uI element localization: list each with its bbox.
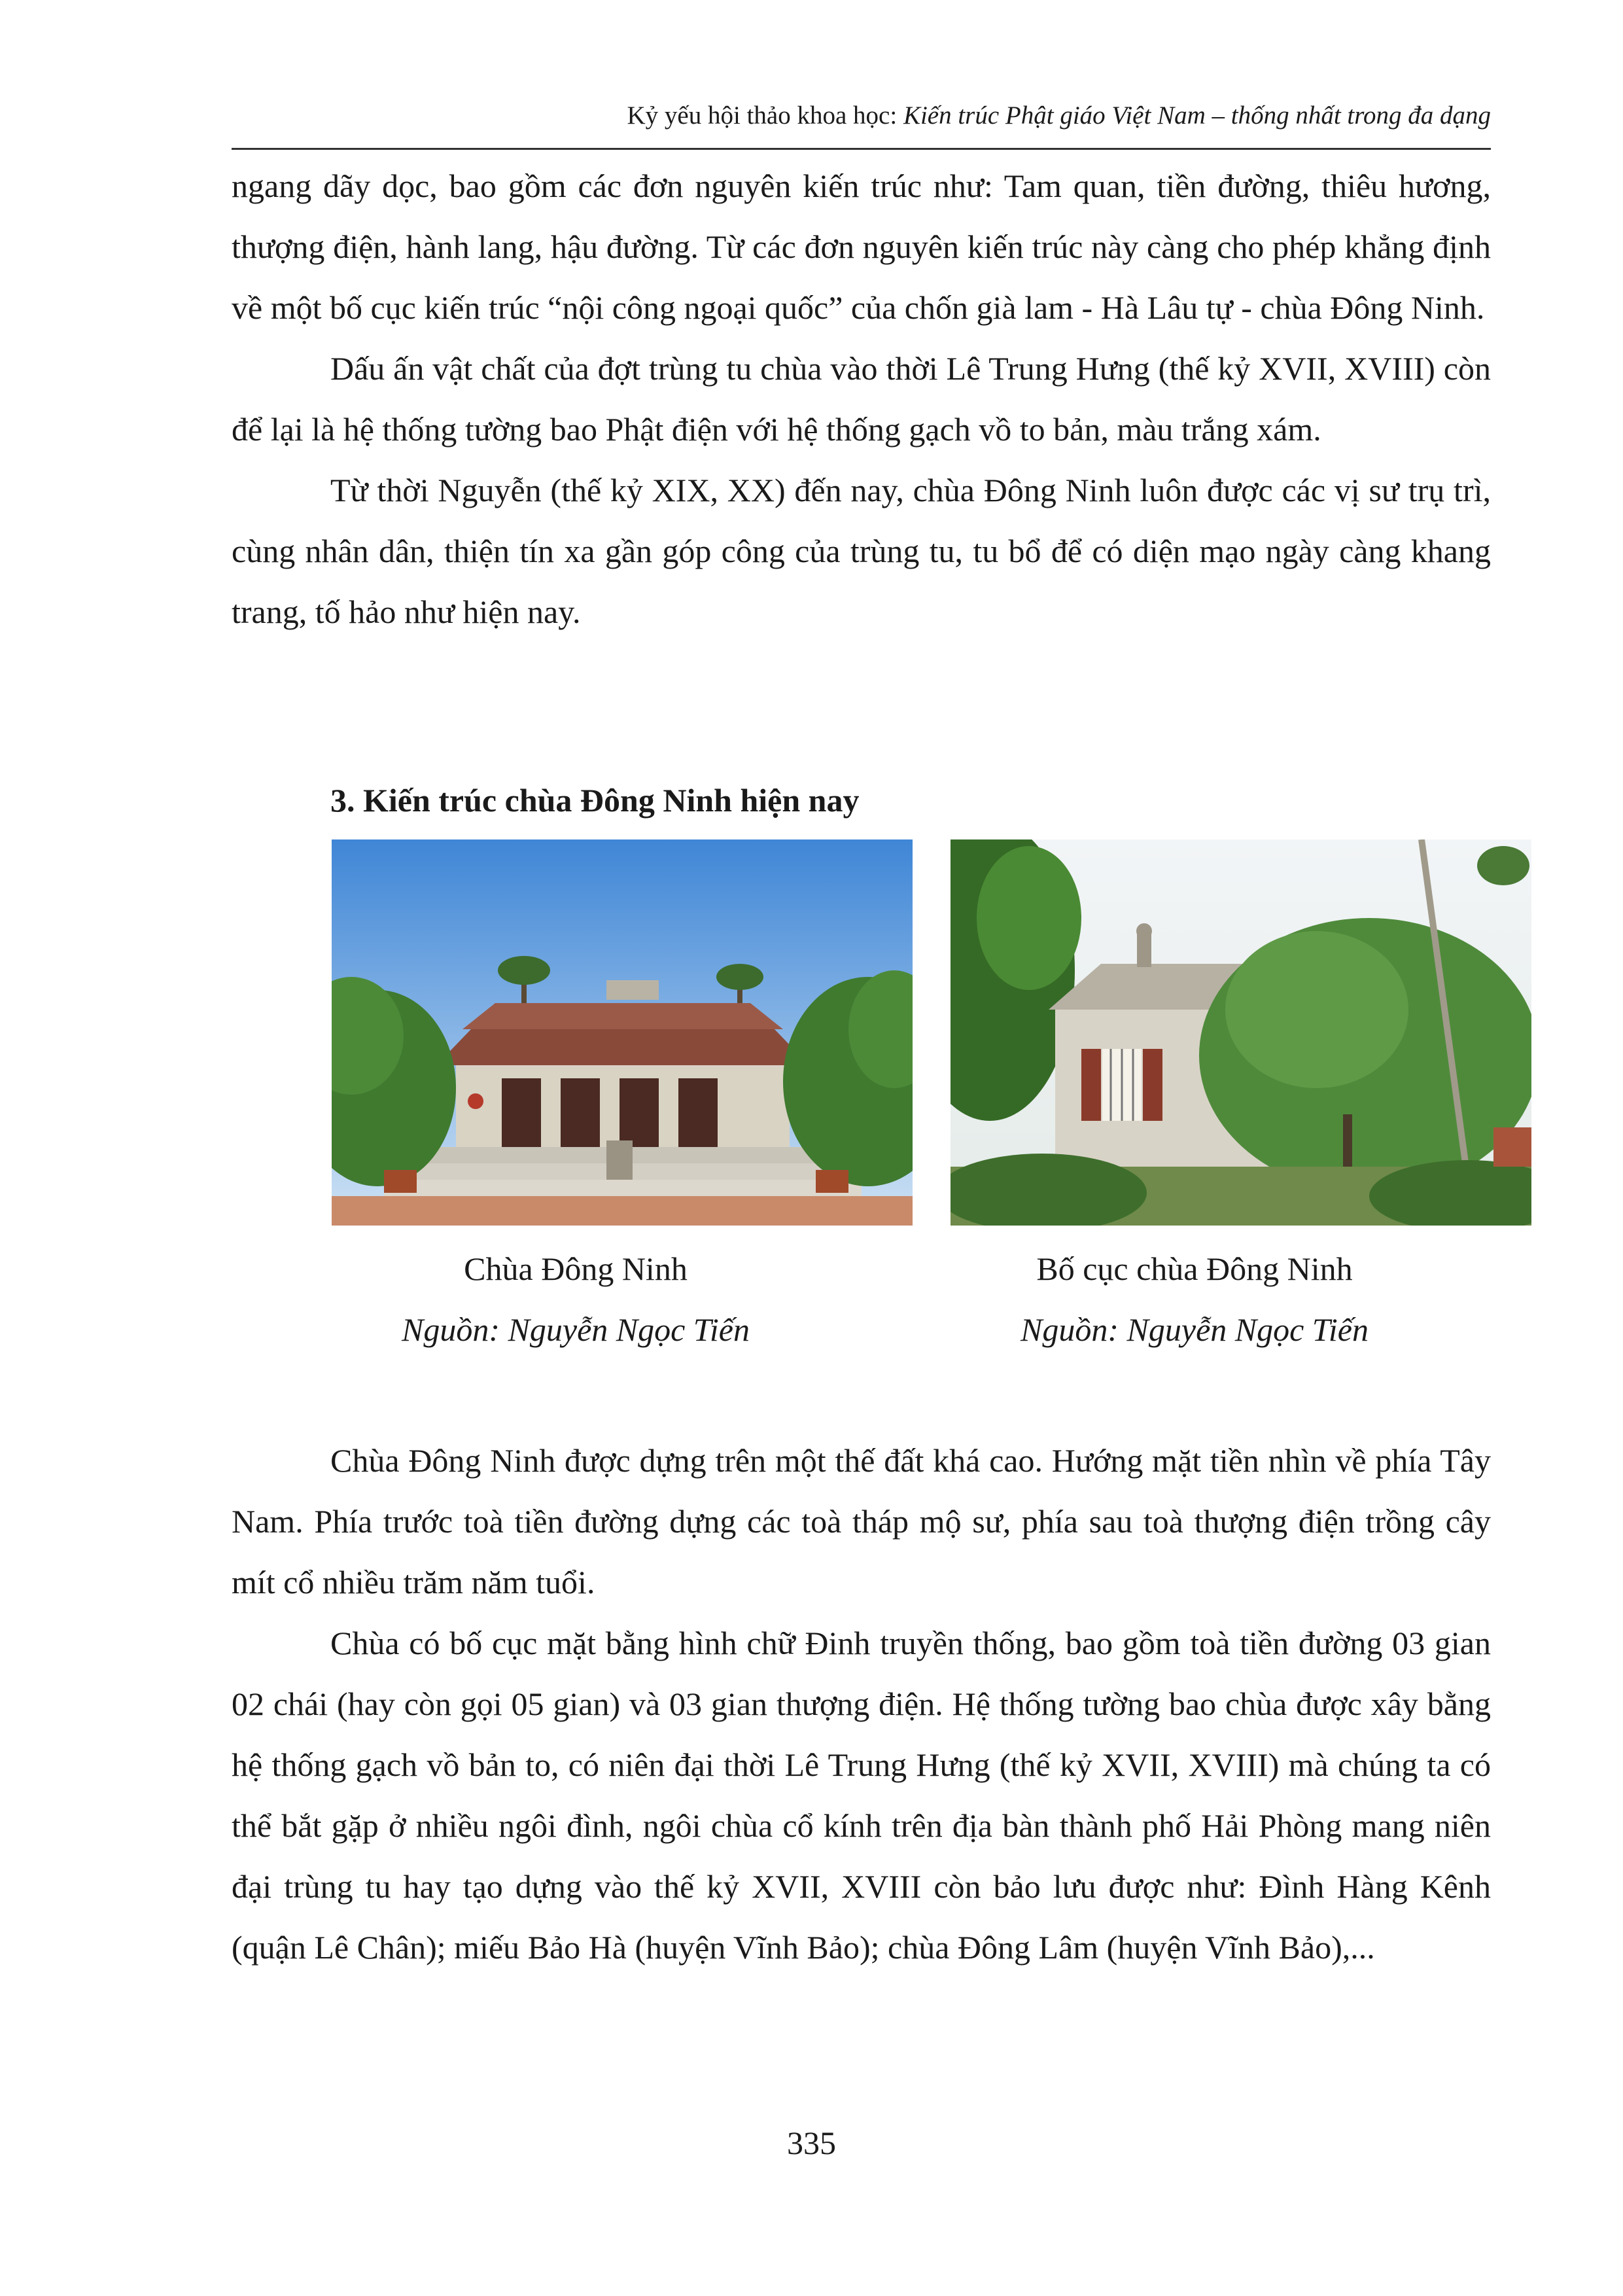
body-text-top [232, 156, 1491, 643]
paragraph: Từ thời Nguyễn (thế kỷ XIX, XX) đến nay, chùa Đông Ninh luôn được các vị sư trụ trì, cùng nhân dân, thiện tín xa gần góp công của trùng tu, tu bổ để có diện mạo ngày càng khang trang, tố hảo như hiện nay. [232, 472, 1491, 630]
figure-2-caption: Bố cục chùa Đông Ninh [1036, 1250, 1353, 1287]
section-heading: 3. Kiến trúc chùa Đông Ninh hiện nay [330, 782, 860, 819]
figure-2-source: Nguồn: Nguyễn Ngọc Tiến [1021, 1311, 1369, 1348]
header-title: Kiến trúc Phật giáo Việt Nam – thống nhất trong đa dạng [903, 101, 1491, 130]
figure-1-caption: Chùa Đông Ninh [464, 1250, 688, 1287]
page-number: 335 [787, 2125, 836, 2161]
body-text-bottom [232, 1430, 1491, 1978]
paragraph: Dấu ấn vật chất của đợt trùng tu chùa vào thời Lê Trung Hưng (thế kỷ XVII, XVIII) còn để lại là hệ thống tường bao Phật điện với hệ thống gạch vồ to bản, màu trắng xám. [232, 350, 1491, 448]
paragraph-continued: ngang dãy dọc, bao gồm các đơn nguyên kiến trúc như: Tam quan, tiền đường, thiêu hương, thượng điện, hành lang, hậu đường. Từ các đơn nguyên kiến trúc này càng cho phép khẳng định về một bố cục kiến trúc “nội công ngoại quốc” của chốn già lam - Hà Lâu tự - chùa Đông Ninh. [232, 168, 1491, 326]
figure-1-source: Nguồn: Nguyễn Ngọc Tiến [402, 1311, 750, 1348]
header-prefix: Kỷ yếu hội thảo khoa học: [627, 101, 903, 130]
header-rule [232, 148, 1491, 150]
paragraph: Chùa Đông Ninh được dựng trên một thế đất khá cao. Hướng mặt tiền nhìn về phía Tây Nam. Phía trước toà tiền đường dựng các toà tháp mộ sư, phía sau toà thượng điện trồng cây mít cổ nhiều trăm năm tuổi. [232, 1442, 1491, 1600]
running-header [232, 97, 1491, 135]
pagoda-layout-photo [951, 839, 1531, 1226]
paragraph: Chùa có bố cục mặt bằng hình chữ Đinh truyền thống, bao gồm toà tiền đường 03 gian 02 chái (hay còn gọi 05 gian) và 03 gian thượng điện. Hệ thống tường bao chùa được xây bằng hệ thống gạch vồ bản to, có niên đại thời Lê Trung Hưng (thế kỷ XVII, XVIII) mà chúng ta có thể bắt gặp ở nhiều ngôi đình, ngôi chùa cổ kính trên địa bàn thành phố Hải Phòng mang niên đại trùng tu hay tạo dựng vào thế kỷ XVII, XVIII còn bảo lưu được như: Đình Hàng Kênh (quận Lê Chân); miếu Bảo Hà (huyện Vĩnh Bảo); chùa Đông Lâm (huyện Vĩnh Bảo),... [232, 1625, 1491, 1966]
pagoda-front-photo [332, 839, 913, 1226]
